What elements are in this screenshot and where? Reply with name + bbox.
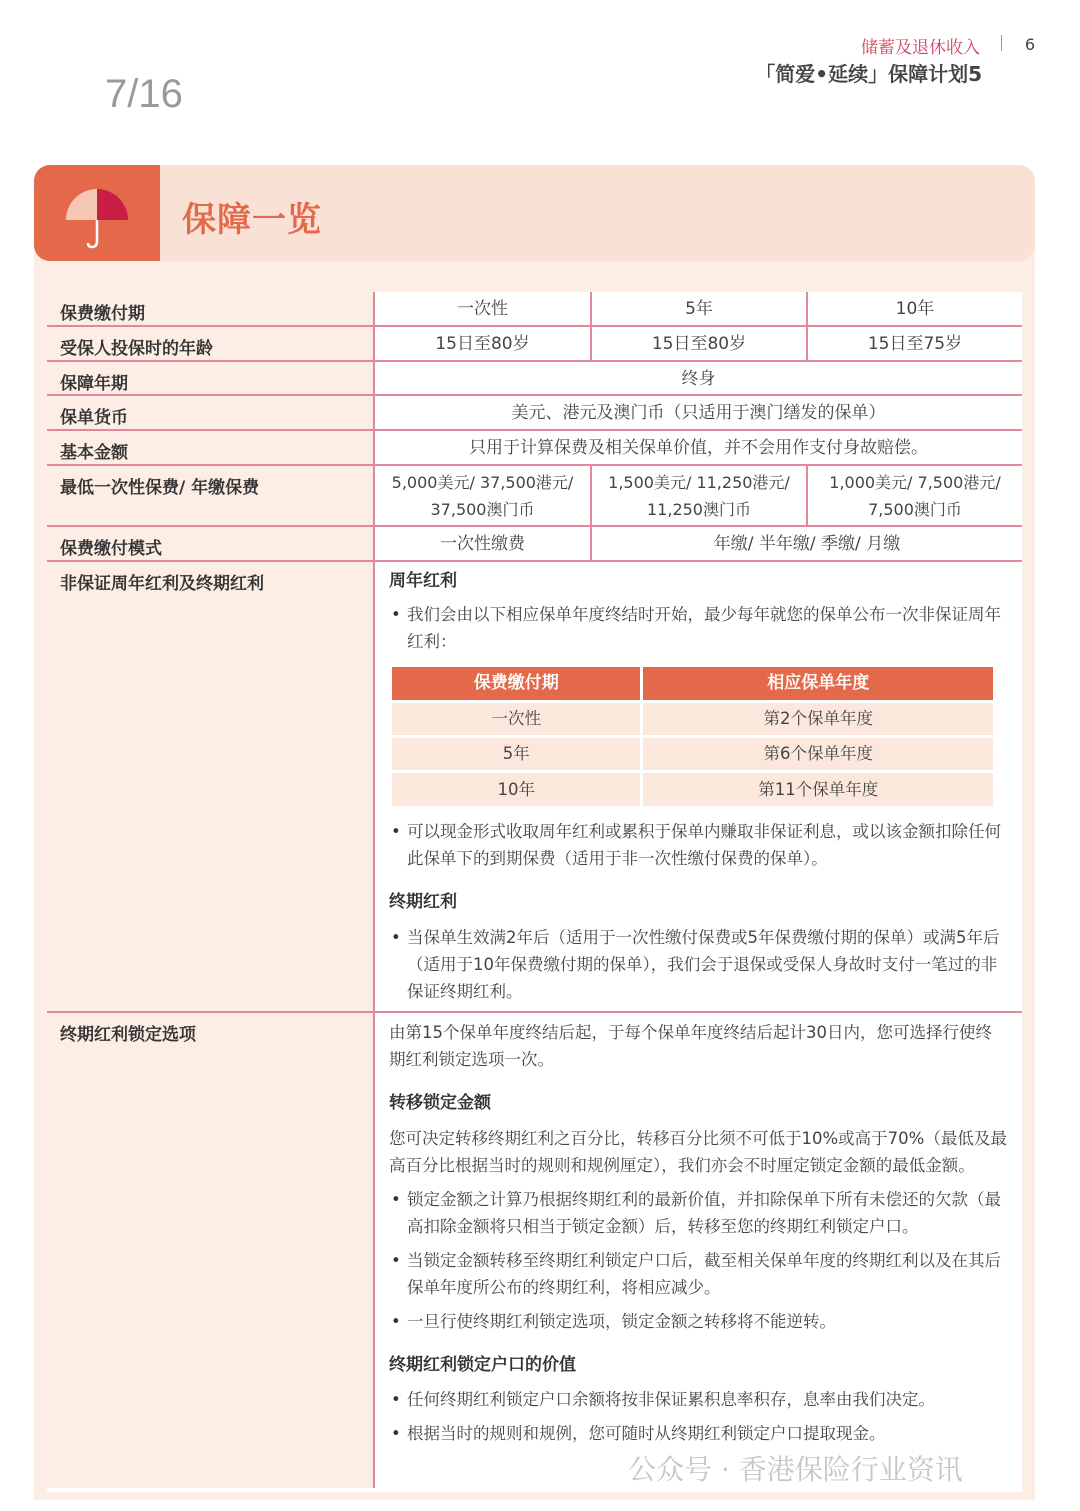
cell-single: 15日至80岁 (373, 327, 590, 360)
row-currency (47, 396, 1022, 431)
row-benefit-term (47, 362, 1022, 396)
cell-single: 一次性缴费 (373, 527, 590, 560)
transfer-title: 转移锁定金额 (389, 1093, 491, 1113)
row-payment-term (47, 292, 1022, 327)
cell-10yr: 10年 (806, 292, 1022, 325)
lock-option-body (373, 1013, 1022, 1488)
section-title: 保障一览 (182, 200, 322, 240)
row-label: 非保证周年红利及终期红利 (47, 562, 373, 1011)
table-row (392, 736, 993, 771)
umbrella-icon-box (34, 165, 160, 261)
cell-single (373, 466, 590, 525)
bullet-item: • 锁定金额之计算乃根据终期红利的最新价值，并扣除保单下所有未偿还的欠款（最高扣除金额将只相当于锁定金额）后，转移至您的终期红利锁定户口。 (389, 1186, 1008, 1240)
inner-header: 相应保单年度 (642, 667, 993, 701)
min-premium-line: 7,500澳门币 (868, 500, 962, 519)
cell-value: 美元、港元及澳门币（只适用于澳门缮发的保单） (373, 396, 1022, 429)
min-premium-line: 1,500美元/ 11,250港元/ (608, 473, 790, 492)
section-banner (34, 165, 1035, 261)
row-label: 保费缴付期 (47, 292, 373, 325)
cell-regular: 年缴/ 半年缴/ 季缴/ 月缴 (590, 527, 1022, 560)
min-premium-line: 37,500澳门币 (430, 500, 535, 519)
umbrella-icon (34, 165, 160, 261)
dividends-body (373, 562, 1022, 1011)
row-label: 保费缴付模式 (47, 527, 373, 560)
annual-dividend-title: 周年红利 (389, 571, 457, 591)
header-category: 储蓄及退休收入 (861, 38, 980, 58)
cell-value: 只用于计算保费及相关保单价值，并不会用作支付身故赔偿。 (373, 431, 1022, 464)
row-sum-insured (47, 431, 1022, 466)
row-issue-age (47, 327, 1022, 362)
cell-value: 终身 (373, 362, 1022, 394)
row-lock-option (47, 1013, 1022, 1488)
page-counter: 7/16 (105, 72, 183, 116)
bullet-item: • 我们会由以下相应保单年度终结时开始，最少每年就您的保单公布一次非保证周年红利： (389, 601, 1008, 655)
inner-header: 保费缴付期 (392, 667, 642, 701)
cell-5yr (590, 466, 806, 525)
inner-cell: 10年 (392, 771, 642, 806)
inner-cell: 第2个保单年度 (642, 701, 993, 736)
row-payment-mode (47, 527, 1022, 562)
header-plan-name: 「简爱•延续」保障计划5 (755, 62, 982, 86)
min-premium-line: 11,250澳门币 (647, 500, 751, 519)
row-label: 受保人投保时的年龄 (47, 327, 373, 360)
table-row (392, 701, 993, 736)
bullet-item: • 一旦行使终期红利锁定选项，锁定金额之转移将不能逆转。 (389, 1308, 1008, 1335)
bullet-item: • 当保单生效满2年后（适用于一次性缴付保费或5年保费缴付期的保单）或满5年后（适用于10年保费缴付期的保单），我们会于退保或受保人身故时支付一笔过的非保证终期红利。 (389, 924, 1008, 1005)
cell-10yr: 15日至75岁 (806, 327, 1022, 360)
bullet-item: • 任何终期红利锁定户口余额将按非保证累积息率积存，息率由我们决定。 (389, 1386, 1008, 1413)
inner-cell: 一次性 (392, 701, 642, 736)
row-dividends (47, 562, 1022, 1013)
cell-10yr (806, 466, 1022, 525)
row-min-premium (47, 466, 1022, 527)
bullet-item: • 可以现金形式收取周年红利或累积于保单内赚取非保证利息，或以该金额扣除任何此保单下的到期保费（适用于非一次性缴付保费的保单）。 (389, 818, 1008, 872)
bullet-item: • 根据当时的规则和规例，您可随时从终期红利锁定户口提取现金。 (389, 1420, 1008, 1447)
cell-5yr: 15日至80岁 (590, 327, 806, 360)
watermark: 公众号 · 香港保险行业资讯 (628, 1453, 963, 1486)
inner-cell: 第11个保单年度 (642, 771, 993, 806)
header-divider (1001, 35, 1002, 51)
min-premium-line: 5,000美元/ 37,500港元/ (391, 473, 574, 492)
terminal-dividend-title: 终期红利 (389, 892, 457, 912)
table-row (392, 771, 993, 806)
dividend-start-table (392, 667, 993, 806)
header-page-number: 6 (1024, 35, 1035, 54)
account-title: 终期红利锁定户口的价值 (389, 1355, 576, 1375)
cell-single: 一次性 (373, 292, 590, 325)
min-premium-line: 1,000美元/ 7,500港元/ (829, 473, 1001, 492)
row-label: 保障年期 (47, 362, 373, 394)
row-label: 基本金额 (47, 431, 373, 464)
cell-5yr: 5年 (590, 292, 806, 325)
bullet-item: • 当锁定金额转移至终期红利锁定户口后，截至相关保单年度的终期红利以及在其后保单年度所公布的终期红利，将相应减少。 (389, 1247, 1008, 1301)
transfer-text: 您可决定转移终期红利之百分比，转移百分比须不可低于10%或高于70%（最低及最高百分比根据当时的规则和规例厘定），我们亦会不时厘定锁定金额的最低金额。 (389, 1129, 1007, 1175)
row-label: 最低一次性保费/ 年缴保费 (47, 466, 373, 525)
inner-cell: 5年 (392, 736, 642, 771)
row-label: 保单货币 (47, 396, 373, 429)
inner-cell: 第6个保单年度 (642, 736, 993, 771)
lock-intro: 由第15个保单年度终结后起，于每个保单年度终结后起计30日内，您可选择行使终期红利锁定选项一次。 (389, 1023, 992, 1069)
row-label: 终期红利锁定选项 (47, 1013, 373, 1488)
